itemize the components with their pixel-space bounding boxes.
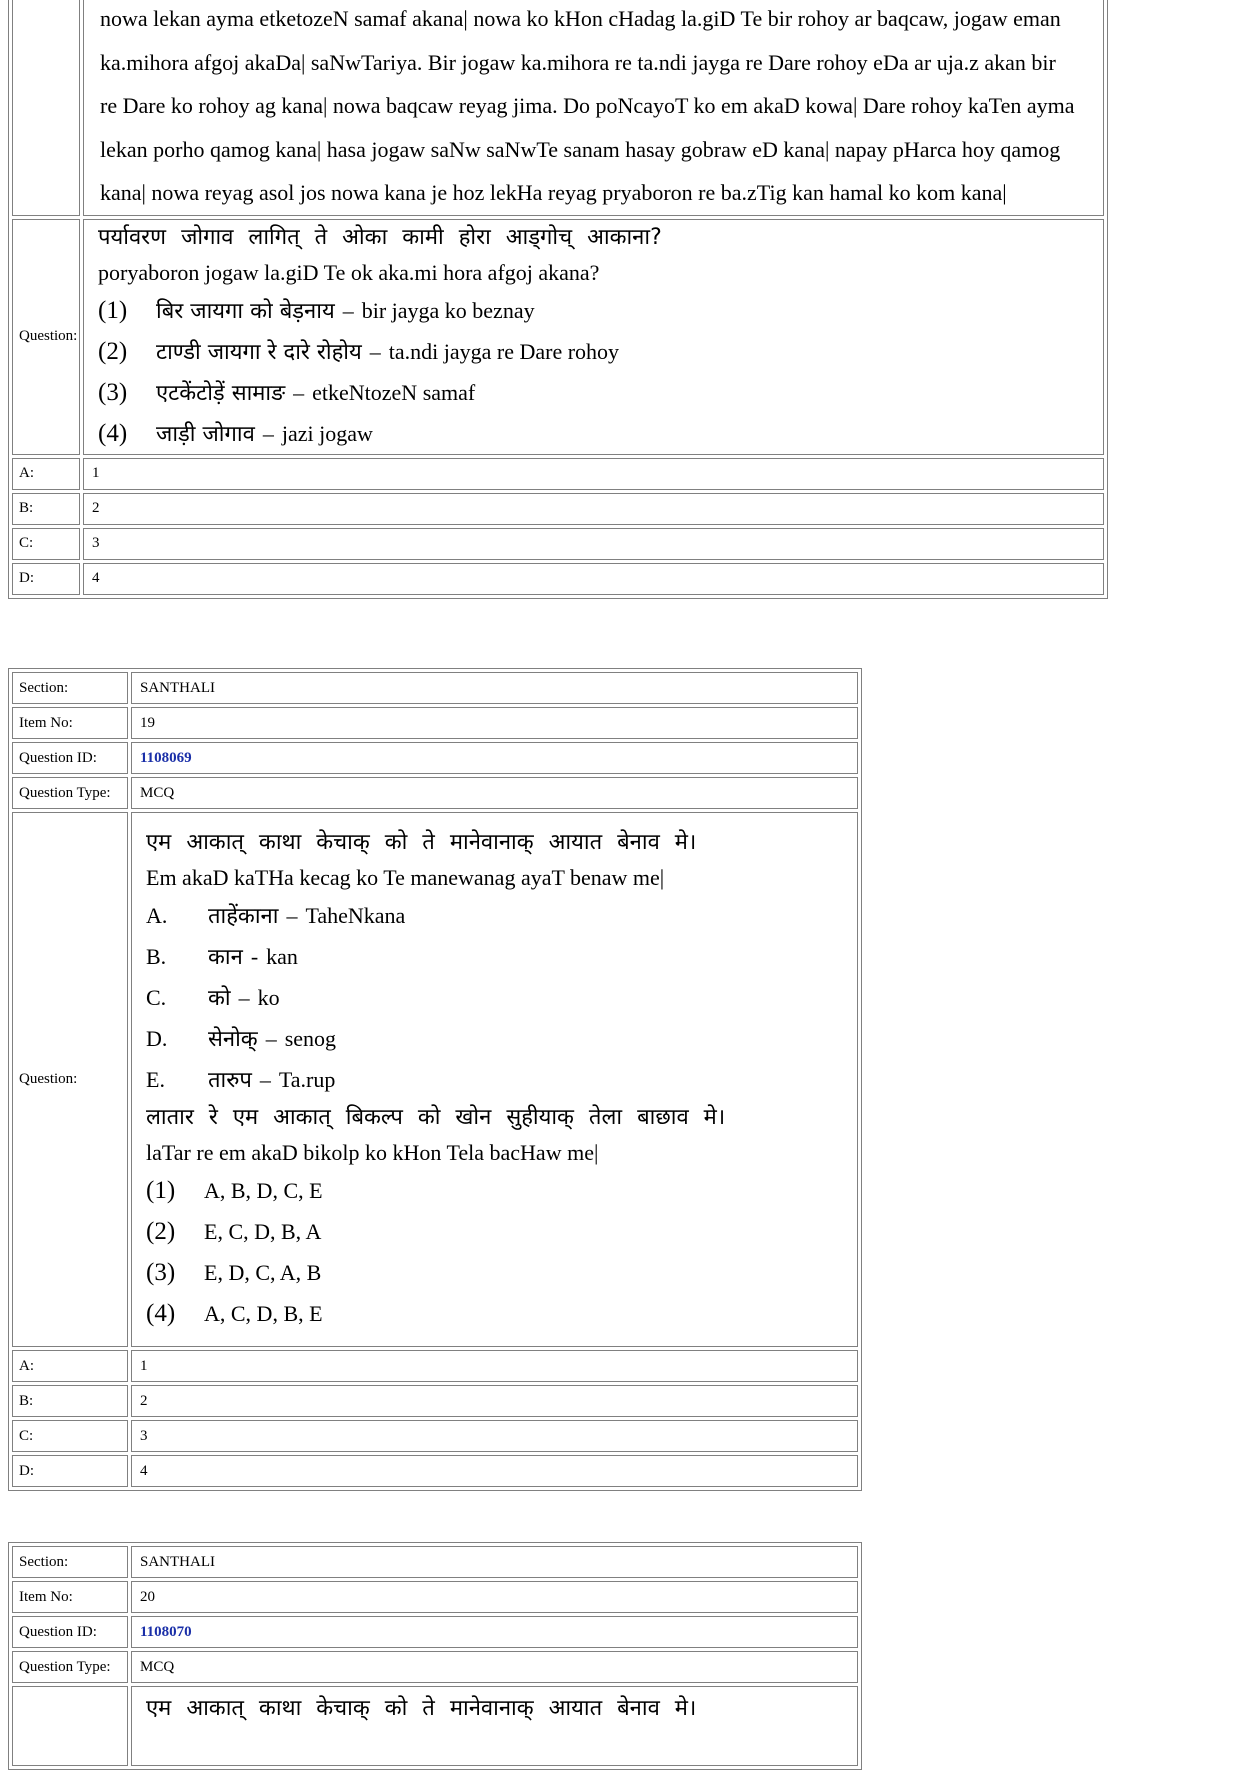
section-label: Section: (12, 1546, 128, 1578)
answer-a-value: 1 (131, 1350, 858, 1382)
option-1: (1) बिर जायगा को बेड़नाय – bir jayga ko beznay (98, 296, 535, 324)
item-no-value: 20 (131, 1581, 858, 1613)
question-text-roman: poryaboron jogaw la.giD Te ok aka.mi hora afgoj akana? (98, 259, 600, 285)
answer-c-label: C: (12, 1420, 128, 1452)
question-type-value: MCQ (131, 777, 858, 809)
question-intro-devanagari: एम आकात् काथा केचाक् को ते मानेवानाक् आयात बेनाव मे। (146, 1696, 697, 1721)
answer-a-label: A: (12, 1350, 128, 1382)
question-text-devanagari: पर्यावरण जोगाव लागित् ते ओका कामी होरा आड्गोच् आकाना? (98, 224, 662, 250)
passage-cell (83, 0, 1104, 216)
answer-b-value: 2 (83, 493, 1104, 525)
answer-d-value: 4 (83, 563, 1104, 595)
question-type-value: MCQ (131, 1651, 858, 1683)
item-no-label: Item No: (12, 1581, 128, 1613)
answer-c-value: 3 (83, 528, 1104, 560)
answer-b-label: B: (12, 493, 80, 525)
question-table-19 (8, 668, 862, 1491)
answer-c-value: 3 (131, 1420, 858, 1452)
question-label: Question: (12, 219, 80, 455)
answer-a-label: A: (12, 458, 80, 490)
question-intro-devanagari: एम आकात् काथा केचाक् को ते मानेवानाक् आयात बेनाव मे। (146, 830, 697, 855)
answer-b-value: 2 (131, 1385, 858, 1417)
question-id-value: 1108070 (131, 1616, 858, 1648)
question-cell (131, 812, 858, 1347)
word-item-d: D. सेनोक् – senog (146, 1026, 337, 1052)
question-table-20 (8, 1542, 862, 1770)
question-table-18 (8, 0, 1108, 599)
answer-a-value: 1 (83, 458, 1104, 490)
question-prompt-roman: laTar re em akaD bikolp ko kHon Tela bacHaw me| (146, 1140, 599, 1165)
option-3: (3) एटकेंटोड़ें सामाङ – etkeNtozeN samaf (98, 378, 476, 406)
section-value: SANTHALI (131, 1546, 858, 1578)
item-no-value: 19 (131, 707, 858, 739)
word-item-c: C. को – ko (146, 985, 280, 1011)
question-label-empty (12, 1686, 128, 1766)
question-id-label: Question ID: (12, 1616, 128, 1648)
section-label: Section: (12, 672, 128, 704)
word-item-e: E. तारुप – Ta.rup (146, 1067, 336, 1093)
answer-d-label: D: (12, 1455, 128, 1487)
item-no-label: Item No: (12, 707, 128, 739)
passage-line: re Dare ko rohoy ag kana| nowa baqcaw reyag jima. Do poNcayoT ko em akaD kowa| Dare rohoy kaTen ayma (100, 93, 1075, 118)
option-2: (2) टाण्डी जायगा रे दारे रोहोय – ta.ndi jayga re Dare rohoy (98, 337, 620, 365)
option-1: (1) A, B, D, C, E (146, 1177, 323, 1204)
question-type-label: Question Type: (12, 777, 128, 809)
passage-line: ka.mihora afgoj akaDa| saNwTariya. Bir jogaw ka.mihora re ta.ndi jayga re Dare rohoy eDa ar uja.z akan bir (100, 49, 1056, 75)
passage-line: lekan porho qamog kana| hasa jogaw saNw saNwTe sanam hasay gobraw eD kana| napay pHarca hoy qamog (100, 136, 1061, 162)
question-id-value: 1108069 (131, 742, 858, 774)
question-label: Question: (12, 812, 128, 1347)
answer-d-value: 4 (131, 1455, 858, 1487)
question-prompt-devanagari: लातार रे एम आकात् बिकल्प को खोन सुहीयाक् तेला बाछाव मे। (146, 1105, 726, 1130)
answer-b-label: B: (12, 1385, 128, 1417)
option-2: (2) E, C, D, B, A (146, 1218, 322, 1245)
question-cell (131, 1686, 858, 1766)
word-item-a: A. ताहेंकाना – TaheNkana (146, 903, 406, 929)
answer-d-label: D: (12, 563, 80, 595)
passage-line: nowa lekan ayma etketozeN samaf akana| nowa ko kHon cHadag la.giD Te bir rohoy ar baqcaw, jogaw eman (100, 6, 1061, 31)
answer-c-label: C: (12, 528, 80, 560)
section-value: SANTHALI (131, 672, 858, 704)
label-cell-empty (12, 0, 80, 216)
question-id-label: Question ID: (12, 742, 128, 774)
option-4: (4) A, C, D, B, E (146, 1300, 323, 1327)
option-4: (4) जाड़ी जोगाव – jazi jogaw (98, 419, 373, 447)
question-intro-roman: Em akaD kaTHa kecag ko Te manewanag ayaT benaw me| (146, 865, 665, 890)
word-item-b: B. कान - kan (146, 944, 298, 970)
passage-text (84, 0, 1103, 215)
question-cell (83, 219, 1104, 455)
question-type-label: Question Type: (12, 1651, 128, 1683)
option-3: (3) E, D, C, A, B (146, 1259, 322, 1286)
passage-line: kana| nowa reyag asol jos nowa kana je hoz lekHa reyag pryaboron re ba.zTig kan hamal ko kom kana| (100, 180, 1007, 205)
